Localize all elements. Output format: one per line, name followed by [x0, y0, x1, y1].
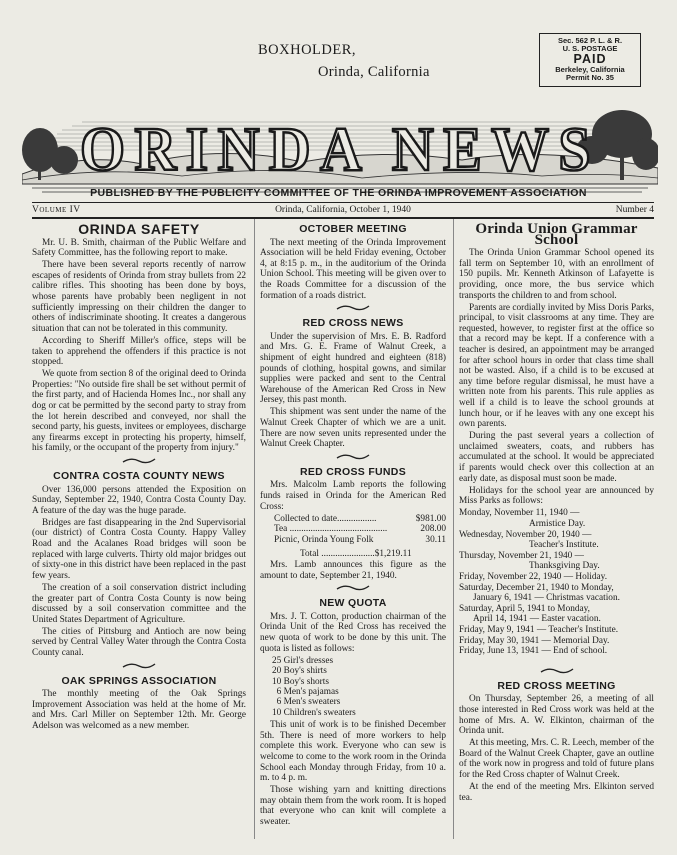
quota-list: [272, 656, 446, 718]
list-item: 20 Boy's shirts: [272, 666, 327, 677]
funds-row: Collected to date................. $981.00: [274, 513, 446, 524]
paragraph: At the end of the meeting Mrs. Elkinton served tea.: [459, 782, 654, 803]
holiday-date: Thursday, November 21, 1940 —: [459, 550, 584, 561]
ornament-divider: [260, 304, 446, 314]
dateline: Orinda, California, October 1, 1940: [275, 205, 411, 215]
funds-total: Total .......................$1,219.11: [300, 549, 412, 560]
rule-top: [32, 202, 654, 203]
paragraph: There have been several reports recently of narrow escapes of residents of Orinda from stray bullets from 22 calibre rifles. This shooting has been done by boys, whose parents have probably been negligent in not sufficiently impressing on their children the danger to others of indiscriminate shooting. It creates a dangerous situation that can not be tolerated in this community.: [32, 260, 246, 334]
paragraph: The next meeting of the Orinda Improvement Association will be held Friday evening, October 4, at 8:15 p. m., in the auditorium of the Orinda Union School. This meeting will be given over to the Roads Committee for a discussion of the formation of a roads district.: [260, 237, 446, 301]
funds-row: Tea .......................................... 208.00: [274, 524, 446, 535]
column-divider: [254, 219, 255, 839]
column-2: [260, 222, 446, 829]
address-line-2: Orinda, California: [318, 64, 430, 80]
list-item: 25 Girl's dresses: [272, 655, 334, 666]
rule-bottom: [32, 217, 654, 219]
postage-line-5: Permit No. 35: [566, 73, 614, 82]
list-item: 10 Children's sweaters: [272, 707, 356, 718]
ornament-divider: [260, 584, 446, 594]
paragraph: On Thursday, September 26, a meeting of all those interested in Red Cross work was held at the home of Mrs. A. W. Elkinton, chairman of the Orinda unit.: [459, 694, 654, 737]
headline-october-meeting: OCTOBER MEETING: [299, 223, 407, 235]
volume-label: Volume IV: [32, 205, 81, 215]
paragraph: Under the supervision of Mrs. E. B. Radford and Mrs. G. E. Frame of Walnut Creek, a shipment of eight hundred and eighteen (818) pounds of clothing, hospital gowns, and similar supplies were packed and sent to the Central Warehouse of the American Red Cross in New Jersey, this past month.: [260, 331, 446, 406]
holiday-line: January 6, 1941 — Christmas vacation.: [473, 593, 620, 604]
paragraph: Mrs. Malcolm Lamb reports the following funds raised in Orinda for the American Red Cross:: [260, 480, 446, 512]
ornament-divider: [32, 457, 246, 467]
headline-grammar-school: Orinda Union Grammar School: [475, 221, 638, 248]
postage-line-4: Berkeley, California: [555, 65, 625, 74]
ornament-divider: [260, 453, 446, 463]
funds-table: [260, 514, 446, 560]
publisher-line: PUBLISHED BY THE PUBLICITY COMMITTEE OF THE ORINDA IMPROVEMENT ASSOCIATION: [90, 187, 587, 199]
paragraph: Parents are cordially invited by Miss Doris Parks, principal, to visit classrooms at any time. They are requested, however, to register first at the office so that a record may be kept. If a conference with a teacher is desired, an appointment may be arranged for after school hours in order that class time shall not be wasted. Also, if a child is to be excused at any time before regular dismissal, he must have a written note from his parents. This rule applies as well if a child is to leave the school grounds at lunch hour, or if he leaves with any one except his own parents.: [459, 302, 654, 430]
headline-red-cross-news: RED CROSS NEWS: [302, 317, 404, 330]
postage-line-1: Sec. 562 P. L. & R.: [557, 36, 623, 45]
masthead-title: ORINDA NEWS: [80, 116, 600, 184]
paragraph: According to Sheriff Miller's office, steps will be taken to apprehend the offenders if this practice is not stopped.: [32, 335, 246, 368]
funds-row: Picnic, Orinda Young Folk 30.11: [274, 534, 446, 545]
headline-new-quota: NEW QUOTA: [319, 597, 387, 610]
holiday-date: Wednesday, November 20, 1940 —: [459, 529, 592, 540]
holiday-line: April 14, 1941 — Easter vacation.: [473, 614, 601, 625]
paragraph: Those wishing yarn and knitting directions may obtain them from the work room. It is hoped that everyone who can knit will complete a sweater.: [260, 785, 446, 827]
holiday-event: Thanksgiving Day.: [529, 561, 600, 572]
holiday-line: Friday, May 30, 1941 — Memorial Day.: [459, 635, 610, 646]
paragraph: Mrs. J. T. Cotton, production chairman of the Orinda Unit of the Red Cross has received the new quota of work to be done by this unit. The quota is listed as follows:: [260, 611, 446, 654]
address-line-1: BOXHOLDER,: [258, 42, 357, 58]
headline-orinda-safety: ORINDA SAFETY: [78, 221, 200, 237]
holiday-line: Saturday, April 5, 1941 to Monday,: [459, 603, 591, 614]
paragraph: Mrs. Lamb announces this figure as the amount to date, September 21, 1940.: [260, 560, 446, 581]
holiday-line: Friday, November 22, 1940 — Holiday.: [459, 572, 608, 582]
paragraph: Over 136,000 persons attended the Exposition on Sunday, September 22, 1940, Contra Costa County Day. A feature of the day was the huge parade.: [32, 484, 246, 516]
column-divider: [453, 219, 454, 839]
paragraph: During the past several years a collection of unclaimed sweaters, coats, and rubbers has accumulated at the school. It would be appreciated if parents would check over this collection at an early date, as disposal must soon be made.: [459, 431, 654, 484]
holiday-line: Friday, June 13, 1941 — End of school.: [459, 646, 608, 657]
list-item: 6 Men's pajamas: [272, 686, 339, 697]
holiday-line: Friday, May 9, 1941 — Teacher's Institute.: [459, 624, 619, 635]
list-item: 10 Boy's shorts: [272, 676, 329, 687]
column-1: [32, 222, 246, 733]
postage-permit-box: [539, 33, 641, 87]
masthead-banner: [22, 92, 658, 202]
issue-number: Number 4: [615, 205, 654, 215]
paragraph: The cities of Pittsburg and Antioch are now being served by Central Valley Water through the Contra Costa County canal.: [32, 626, 246, 658]
paragraph: Bridges are fast disappearing in the 2nd Supervisorial (our district) of Contra Costa County. Happy Valley Road and the Acalanes Road bridges will soon be replaced with large culverts. Thirty old major bridges out of sixty-one in this district have been replaced in the past few years.: [32, 517, 246, 581]
postage-paid: PAID: [573, 52, 607, 66]
holiday-date: Monday, November 11, 1940 —: [459, 508, 580, 519]
holiday-line: Saturday, December 21, 1940 to Monday,: [459, 582, 614, 593]
paragraph: The creation of a soil conservation district including the greater part of Contra Costa County is now being discussed by a soil conservation committee and the United States Department of Agriculture.: [32, 582, 246, 625]
paragraph: This unit of work is to be finished December 5th. There is need of more workers to help complete this work. Everyone who can sew is welcome to come to the work room in the Orinda School each Monday through Friday, from 10 a. m. to 4 p. m.: [260, 720, 446, 784]
paragraph: The monthly meeting of the Oak Springs Improvement Association was held at the home of Mr. and Mrs. Carl Miller on September 12th. Mr. George Adelson was welcomed as a new member.: [32, 689, 246, 731]
paragraph: The Orinda Union Grammar School opened its fall term on September 10, with an enrollment of 150 pupils. Mr. Kenneth Atkinson of Lafayette is providing, once more, the bus service which transports the children to and from school.: [459, 248, 654, 301]
list-item: 6 Men's sweaters: [272, 697, 341, 708]
headline-oak-springs: OAK SPRINGS ASSOCIATION: [61, 674, 217, 687]
paragraph: This shipment was sent under the name of the Walnut Creek Chapter of which we are a unit. There are now seven units represented under the Walnut Creek Chapter.: [260, 407, 446, 450]
paragraph: At this meeting, Mrs. C. R. Leech, member of the Board of the Walnut Creek Chapter, gave an outline of the work now in progress and told of future plans for the Red Cross chapter of Walnut Creek.: [459, 738, 654, 780]
holiday-schedule: [459, 508, 654, 656]
postage-line-2: U. S. POSTAGE: [562, 44, 618, 53]
ornament-divider: [459, 667, 654, 677]
paragraph: Holidays for the school year are announced by Miss Parks as follows:: [459, 485, 654, 507]
column-3: [459, 222, 654, 805]
headline-red-cross-funds: RED CROSS FUNDS: [299, 465, 406, 478]
ornament-divider: [32, 662, 246, 672]
paragraph: Mr. U. B. Smith, chairman of the Public Welfare and Safety Committee, has the following report to make.: [32, 237, 246, 259]
headline-contra-costa: CONTRA COSTA COUNTY NEWS: [53, 469, 225, 482]
holiday-event: Armistice Day.: [529, 519, 586, 530]
paragraph: We quote from section 8 of the original deed to Orinda Properties: "No outside fire shall be set without permit of the first party, and of Hacienda Homes Inc., nor shall any dog or cat be permitted by the second party to stray from the lot herein described and conveyed, nor shall the second party, his guests, invitees or employees, discharge any firearms except in protecting his property, himself, his family, or the occupant of the property from injury.": [32, 369, 246, 454]
headline-red-cross-meeting: RED CROSS MEETING: [497, 679, 616, 692]
holiday-event: Teacher's Institute.: [529, 540, 599, 551]
